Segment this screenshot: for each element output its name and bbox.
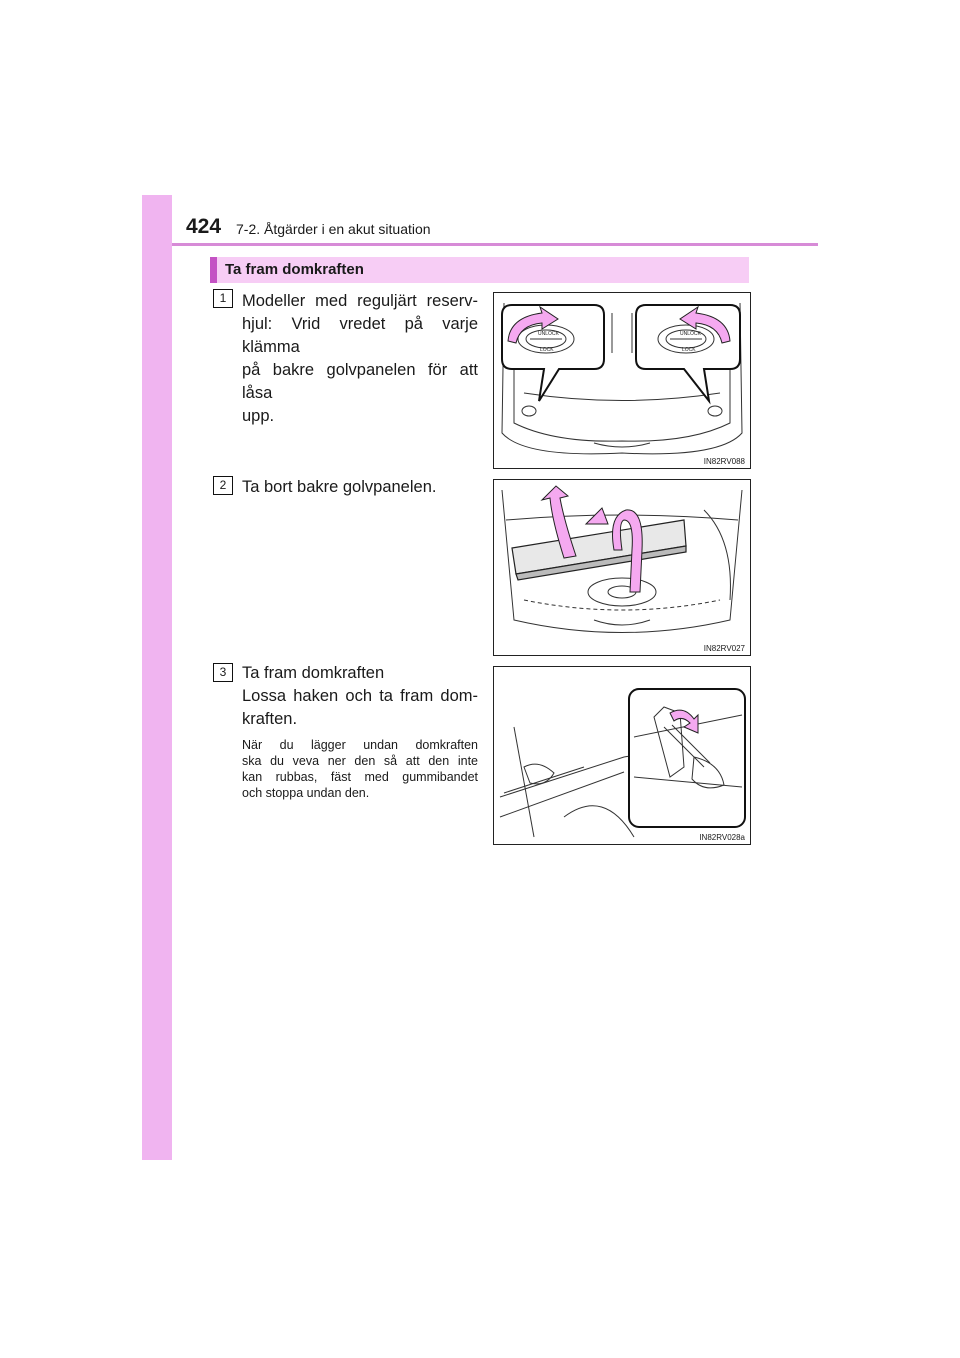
step-number-1: 1: [213, 289, 233, 308]
figure-code: IN82RV028a: [699, 833, 745, 842]
step-2-line: Ta bort bakre golvpanelen.: [242, 478, 437, 496]
step-3-line: kraften.: [242, 710, 298, 728]
step-1-line: upp.: [242, 407, 275, 425]
page-number: 424: [186, 215, 222, 238]
note-line: ska du veva ner den så att den inte: [242, 754, 478, 768]
figure-code: IN82RV027: [703, 644, 745, 653]
note-line: När du lägger undan domkraften: [242, 738, 478, 752]
section-header: 7-2. Åtgärder i en akut situation: [236, 221, 431, 237]
header-divider: [172, 243, 818, 246]
step-1-text: [242, 290, 478, 428]
step-2-text: [242, 476, 478, 499]
figure-label-unlock: UNLOCK: [680, 331, 701, 337]
chapter-tab-strip: [142, 195, 172, 1160]
step-1-line: Modeller med reguljärt reserv-: [242, 292, 478, 310]
figure-label-lock: LOCK: [540, 347, 554, 353]
step-number-3: 3: [213, 663, 233, 682]
figure-label-unlock: UNLOCK: [538, 331, 559, 337]
figure-remove-floor-panel: [493, 479, 751, 656]
step-number-2: 2: [213, 476, 233, 495]
step-3-text: [242, 662, 478, 731]
step-1-line: på bakre golvpanelen för att låsa: [242, 361, 478, 402]
step-1-line: hjul: Vrid vredet på varje klämma: [242, 315, 478, 356]
trunk-floor-clamps-illustration: [494, 293, 750, 468]
figure-label-lock: LOCK: [682, 347, 696, 353]
figure-unlock-clamps: [493, 292, 751, 469]
step-3-line: Ta fram domkraften: [242, 664, 385, 682]
topic-heading: Ta fram domkraften: [225, 261, 364, 278]
step-3-note: [242, 737, 478, 801]
jack-removal-illustration: [494, 667, 750, 844]
floor-panel-removal-illustration: [494, 480, 750, 655]
note-line: kan rubbas, fäst med gummibandet: [242, 770, 478, 784]
figure-code: IN82RV088: [703, 457, 745, 466]
note-line: och stoppa undan den.: [242, 786, 370, 800]
topic-heading-accent: [210, 257, 217, 283]
figure-take-out-jack: [493, 666, 751, 845]
topic-heading-bar: [210, 257, 749, 283]
step-3-line: Lossa haken och ta fram dom-: [242, 687, 478, 705]
